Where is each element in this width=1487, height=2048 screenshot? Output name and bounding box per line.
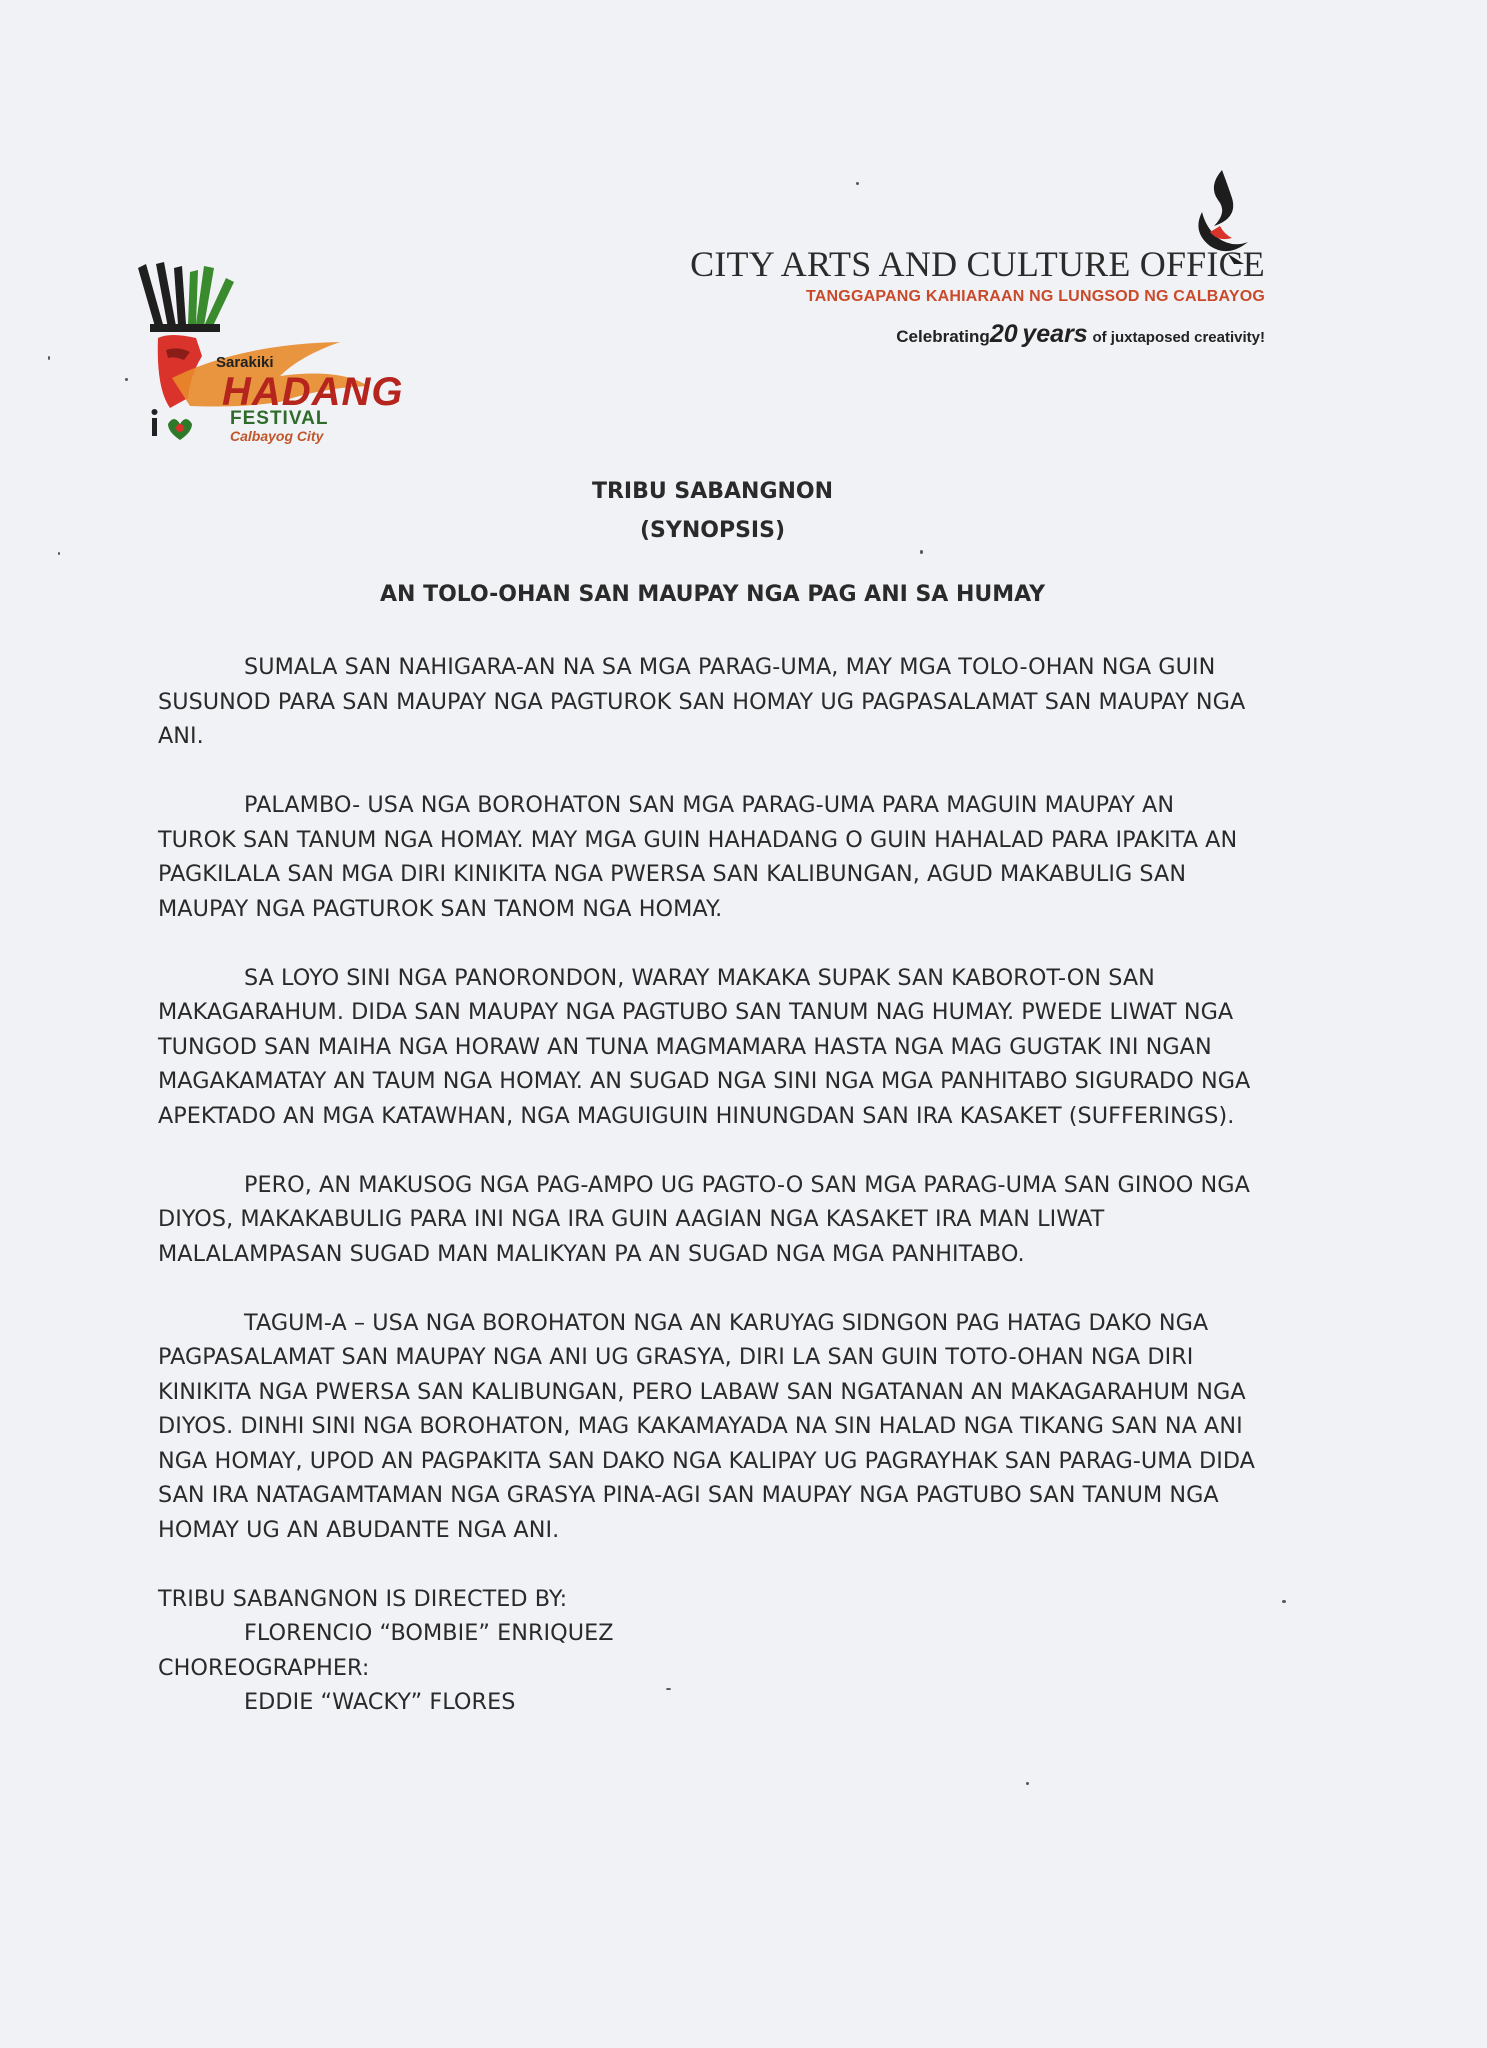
scan-speck: [1282, 1600, 1286, 1603]
logo-city: Calbayog City: [230, 428, 324, 444]
tagline-number: 20: [989, 320, 1018, 348]
office-tagline: [690, 320, 1265, 349]
scan-speck: [58, 552, 60, 555]
scan-speck: [920, 550, 923, 554]
logo-sarakiki: Sarakiki: [216, 354, 274, 371]
hadang-festival-logo: [130, 258, 404, 448]
credits: [158, 1582, 1258, 1720]
tagline-word: years: [1022, 320, 1088, 348]
synopsis-body: [158, 650, 1258, 1720]
paragraph: TAGUM-A – USA NGA BOROHATON NGA AN KARUYAG SIDNGON PAG HATAG DAKO NGA PAGPASALAMAT SAN MAUPAY NGA ANI UG GRASYA, DIRI LA SAN GUIN TOTO-OHAN NGA DIRI KINIKITA NGA PWERSA SAN KALIBUNGAN, PERO LABAW SAN NGATANAN AN MAKAGARAHUM NGA DIYOS. DINHI SINI NGA BOROHATON, MAG KAKAMAYADA NA SIN HALAD NGA TIKANG SAN NA ANI NGA HOMAY, UPOD AN PAGPAKITA SAN DAKO NGA KALIPAY UG PAGRAYHAK SAN PARAG-UMA DIDA SAN IRA NATAGAMTAMAN NGA GRASYA PINA-AGI SAN MAUPAY NGA PAGTUBO SAN TANUM NGA HOMAY UG AN ABUDANTE NGA ANI.: [158, 1309, 1255, 1543]
scan-speck: [666, 1688, 671, 1690]
scan-speck: [48, 356, 50, 360]
director-name: FLORENCIO “BOMBIE” ENRIQUEZ: [244, 1620, 614, 1646]
choreographer-label: CHOREOGRAPHER:: [158, 1654, 370, 1681]
logo-festival: FESTIVAL: [230, 408, 329, 429]
paragraph: PALAMBO- USA NGA BOROHATON SAN MGA PARAG-UMA PARA MAGUIN MAUPAY AN TUROK SAN TANUM NGA HOMAY. MAY MGA GUIN HAHADANG O GUIN HAHALAD PARA IPAKITA AN PAGKILALA SAN MGA DIRI KINIKITA NGA PWERSA SAN KALIBUNGAN, AGUD MAKABULIG SAN MAUPAY NGA PAGTUROK SAN TANOM NGA HOMAY.: [158, 792, 1238, 922]
office-subtitle: TANGGAPANG KAHIARAAN NG LUNGSOD NG CALBAYOG: [806, 288, 1265, 305]
group-title: TRIBU SABANGNON: [591, 479, 834, 504]
paragraph: SA LOYO SINI NGA PANORONDON, WARAY MAKAKA SUPAK SAN KABOROT-ON SAN MAKAGARAHUM. DIDA SAN MAUPAY NGA PAGTUBO SAN TANUM NAG HUMAY. PWEDE LIWAT NGA TUNGOD SAN MAIHA NGA HORAW AN TUNA MAGMAMARA HASTA NGA MAG GUGTAK INI NGAN MAGAKAMATAY AN TAUM NGA HOMAY. AN SUGAD NGA SINI NGA MGA PANHITABO SIGURADO NGA APEKTADO AN MGA KATAWHAN, NGA MAGUIGUIN HINUNGDAN SAN IRA KASAKET (SUFFERINGS).: [158, 964, 1251, 1129]
scan-speck: [856, 182, 859, 185]
main-title: AN TOLO-OHAN SAN MAUPAY NGA PAG ANI SA HUMAY: [380, 582, 1045, 607]
tagline-suffix: of juxtaposed creativity!: [1092, 329, 1265, 346]
scan-speck: [1026, 1782, 1029, 1785]
paragraph: SUMALA SAN NAHIGARA-AN NA SA MGA PARAG-UMA, MAY MGA TOLO-OHAN NGA GUIN SUSUNOD PARA SAN MAUPAY NGA PAGTUROK SAN HOMAY UG PAGPASALAMAT SAN MAUPAY NGA ANI.: [158, 654, 1246, 749]
tagline-prefix: Celebrating: [896, 327, 990, 346]
logo-hadang-word: HADANG: [222, 370, 404, 414]
scan-speck: [125, 378, 128, 381]
synopsis-label: (SYNOPSIS): [640, 518, 785, 543]
office-header: [690, 246, 1265, 349]
choreographer-name: EDDIE “WACKY” FLORES: [244, 1689, 516, 1715]
office-name: CITY ARTS AND CULTURE OFFICE: [690, 244, 1265, 284]
director-label: TRIBU SABANGNON IS DIRECTED BY:: [158, 1585, 568, 1612]
paragraph: PERO, AN MAKUSOG NGA PAG-AMPO UG PAGTO-O SAN MGA PARAG-UMA SAN GINOO NGA DIYOS, MAKAKABULIG PARA INI NGA IRA GUIN AAGIAN NGA KASAKET IRA MAN LIWAT MALALAMPASAN SUGAD MAN MALIKYAN PA AN SUGAD NGA MGA PANHITABO.: [158, 1171, 1250, 1267]
